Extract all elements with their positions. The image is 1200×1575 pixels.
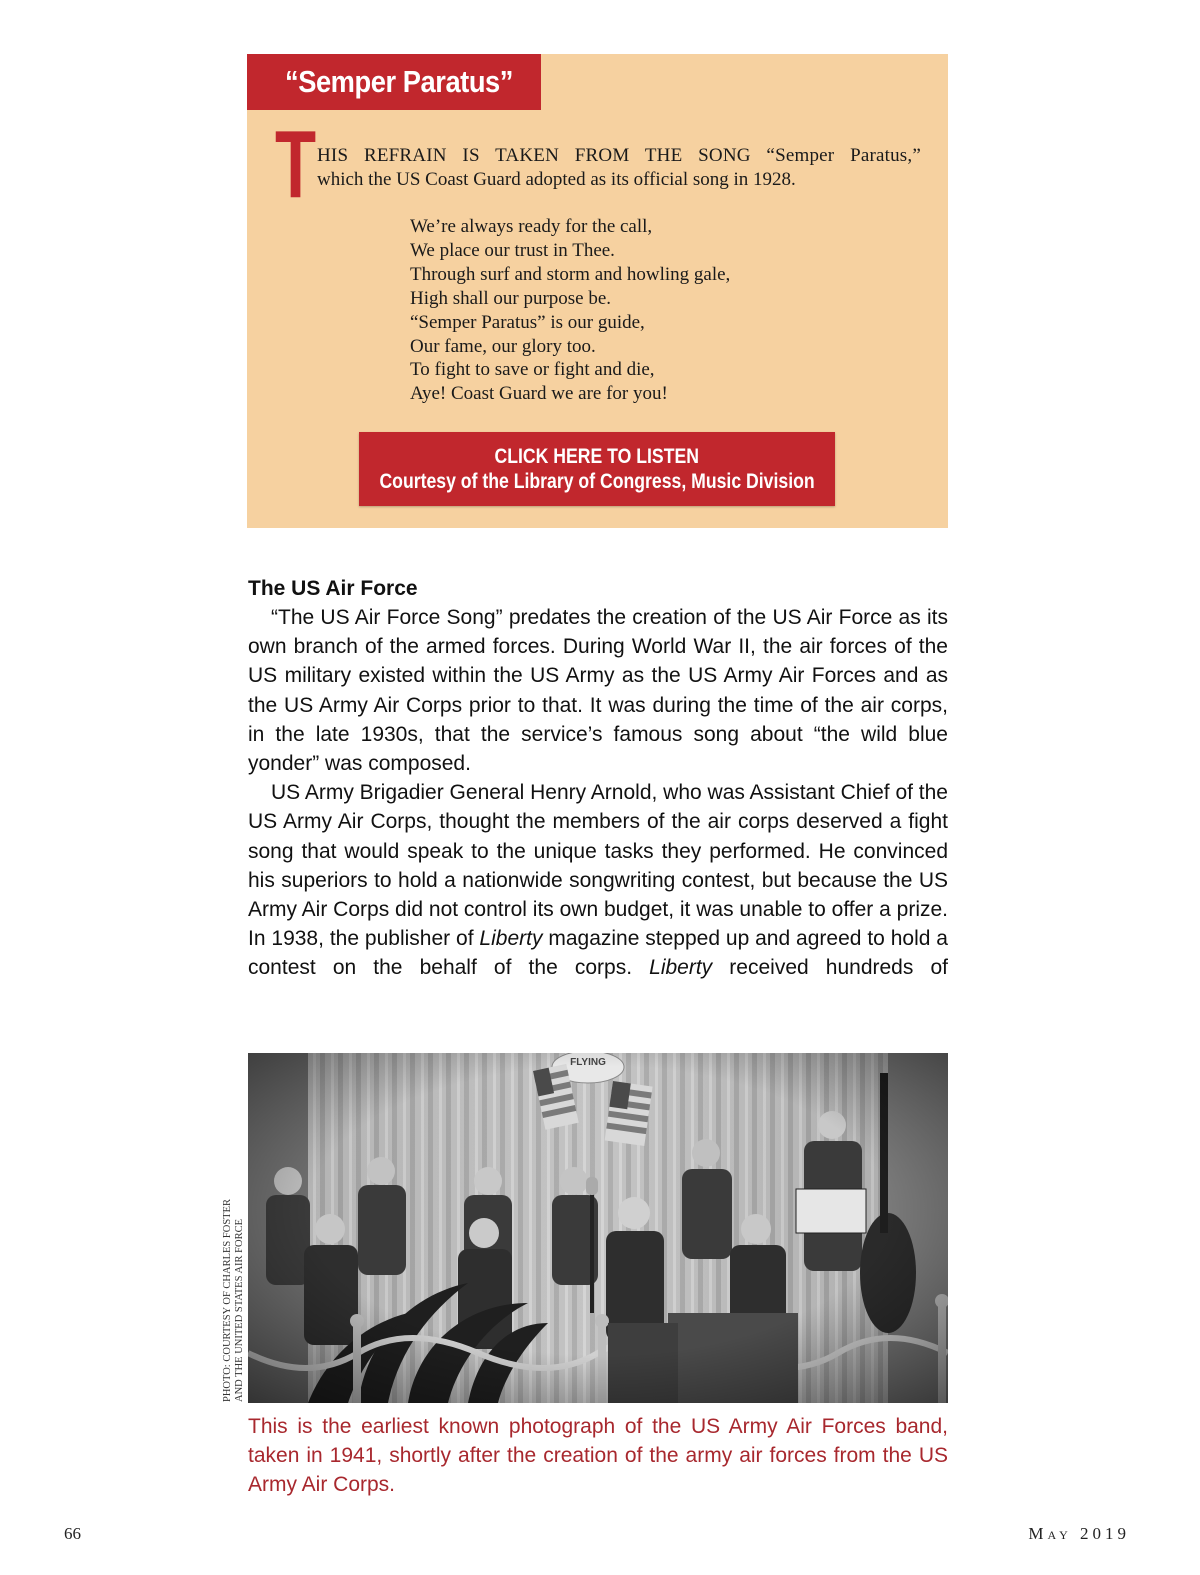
sidebar-intro-line-2: which the US Coast Guard adopted as its official song in 1928. xyxy=(317,169,796,190)
sidebar-title: “Semper Paratus” xyxy=(285,64,513,99)
lyric-line: We’re always ready for the call, xyxy=(410,216,653,237)
photo-credit-line-2: AND THE UNITED STATES AIR FORCE xyxy=(234,1218,245,1402)
lyric-line: To fight to save or fight and die, xyxy=(410,359,655,381)
band-photograph xyxy=(248,1053,948,1403)
paragraph-text: magazine stepped up and agreed to hold a contest on the behalf of the corps. xyxy=(248,927,948,980)
listen-button-label: CLICK HERE TO LISTEN xyxy=(494,445,700,468)
photo-credit-line-1: PHOTO: COURTESY OF CHARLES FOSTER xyxy=(222,1199,233,1402)
magazine-title: Liberty xyxy=(479,927,543,951)
click-to-listen-button[interactable] xyxy=(359,432,835,506)
lyric-line: High shall our purpose be. xyxy=(410,287,612,309)
photo-credit xyxy=(222,1162,246,1402)
article-body xyxy=(248,603,948,983)
lyric-line: Aye! Coast Guard we are for you! xyxy=(410,383,668,405)
lyric-line: We place our trust in Thee. xyxy=(410,239,615,261)
issue-date: May 2019 xyxy=(1028,1524,1130,1543)
paragraph-text: received hundreds of xyxy=(712,956,948,980)
magazine-title: Liberty xyxy=(649,956,713,980)
band-photo-illustration xyxy=(248,1053,948,1403)
listen-button-credit: Courtesy of the Library of Congress, Music Division xyxy=(379,470,815,493)
section-heading: The US Air Force xyxy=(248,577,418,600)
sidebar-intro-line-1: HIS REFRAIN IS TAKEN FROM THE SONG “Semper Paratus,” xyxy=(317,145,921,166)
article-paragraph-2 xyxy=(248,778,948,982)
lyric-line: Through surf and storm and howling gale, xyxy=(410,263,731,285)
dropcap-letter: T xyxy=(275,111,317,218)
article-paragraph-1: “The US Air Force Song” predates the creation of the US Air Force as its own branch of the armed forces. During World War II, the air forces of the US military existed within the US Army as the US Army Air Forces and as the US Army Air Corps prior to that. It was during the time of the air corps, in the late 1930s, that the service’s famous song about “the wild blue yonder” was composed. xyxy=(248,606,948,776)
sidebar-title-bar xyxy=(247,54,541,110)
lyric-line: “Semper Paratus” is our guide, xyxy=(410,311,645,333)
semper-paratus-sidebar xyxy=(247,54,948,528)
lyric-line: Our fame, our glory too. xyxy=(410,335,596,357)
sidebar-intro xyxy=(317,144,921,192)
photo-caption: This is the earliest known photograph of the US Army Air Forces band, taken in 1941, shortly after the creation of the army air forces from the US Army Air Corps. xyxy=(248,1415,948,1496)
paragraph-text: US Army Brigadier General Henry Arnold, who was Assistant Chief of the US Army Air Corps, thought the members of the air corps deserved a fight song that would speak to the unique tasks they performed. He convinced his superiors to hold a nationwide songwriting contest, but because the US Army Air Corps did not control its own budget, it was unable to offer a prize. In 1938, the publisher of xyxy=(248,781,948,951)
song-lyrics xyxy=(410,215,730,406)
page-number: 66 xyxy=(64,1524,81,1543)
